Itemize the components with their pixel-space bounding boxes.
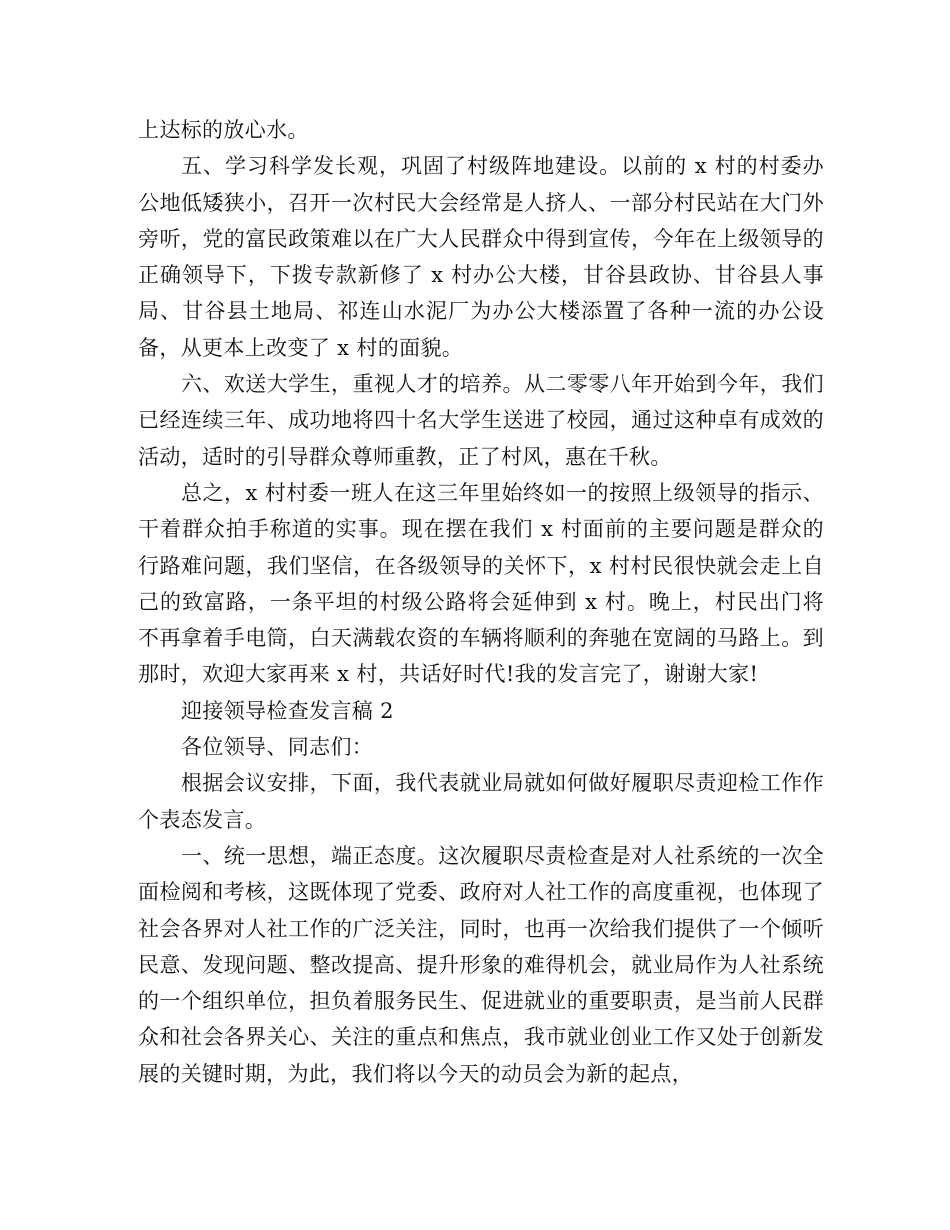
paragraph-5: 根据会议安排，下面，我代表就业局就如何做好履职尽责迎检工作作个表态发言。	[138, 771, 824, 832]
paragraph-4: 总之，x 村村委一班人在这三年里始终如一的按照上级领导的指示、干着群众拍手称道的实事。现在摆在我们 x 村面前的主要问题是群众的行路难问题，我们坚信，在各级领导的关怀下，x 村村民很快就会走上自己的致富路，一条平坦的村级公路将会延伸到 x 村。晚上，村民出门将不再拿着手电筒，白天满载农资的车辆将顺利的奔驰在宽阔的马路上。到那时，欢迎大家再来 x 村，共话好时代!我的发言完了，谢谢大家!	[138, 480, 824, 687]
paragraph-1: 上达标的放心水。	[138, 118, 309, 142]
paragraph-2: 五、学习科学发长观，巩固了村级阵地建设。以前的 x 村的村委办公地低矮狭小，召开一次村民大会经常是人挤人、一部分村民站在大门外旁听，党的富民政策难以在广大人民群众中得到宣传，今年在上级领导的正确领导下，下拨专款新修了 x 村办公大楼，甘谷县政协、甘谷县人事局、甘谷县土地局、祁连山水泥厂为办公大楼添置了各种一流的办公设备，从更本上改变了 x 村的面貌。	[138, 154, 824, 360]
paragraph-6: 一、统一思想，端正态度。这次履职尽责检查是对人社系统的一次全面检阅和考核，这既体现了党委、政府对人社工作的高度重视，也体现了社会各界对人社工作的广泛关注，同时，也再一次给我们提供了一个倾听民意、发现问题、整改提高、提升形象的难得机会，就业局作为人社系统的一个组织单位，担负着服务民生、促进就业的重要职责，是当前人民群众和社会各界关心、关注的重点和焦点，我市就业创业工作又处于创新发展的关键时期，为此，我们将以今天的动员会为新的起点，	[138, 843, 824, 1086]
section-heading: 迎接领导检查发言稿 2	[181, 698, 394, 723]
document-body	[138, 112, 824, 1092]
paragraph-3: 六、欢送大学生，重视人才的培养。从二零零八年开始到今年，我们已经连续三年、成功地将四十名大学生送进了校园，通过这种卓有成效的活动，适时的引导群众尊师重教，正了村风，惠在千秋。	[138, 372, 824, 469]
salutation: 各位领导、同志们：	[181, 735, 374, 760]
